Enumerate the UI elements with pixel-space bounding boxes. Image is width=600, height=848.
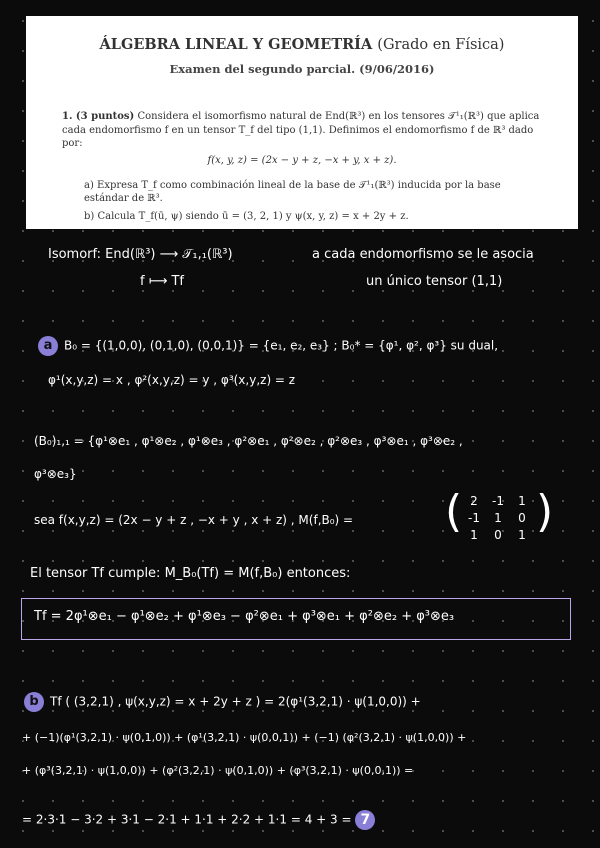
matrix-row [462,510,534,527]
exam-title-degree: (Grado en Física) [377,37,505,53]
part-a-badge: a [38,336,58,356]
note-mapping: f ⟼ Tf [140,274,184,289]
evaluation-line-3: + (φ³(3,2,1) · ψ(1,0,0)) + (φ²(3,2,1) · ψ(0,1,0)) + (φ³(3,2,1) · ψ(0,0,1)) = [22,764,414,777]
part-b-line-1 [24,692,421,712]
question-formula: f(x, y, z) = (2x − y + z, −x + y, x + z). [207,155,397,166]
note-isomorphism-explanation: a cada endomorfismo se le asocia [312,247,534,262]
matrix-left-bracket: ( [445,486,463,537]
dual-basis-definition: φ¹(x,y,z) = x , φ²(x,y,z) = y , φ³(x,y,z) = z [48,373,296,387]
matrix-cell: 0 [494,528,502,542]
matrix-cell: -1 [468,511,480,525]
tensor-basis-line-1: (B₀)₁,₁ = {φ¹⊗e₁ , φ¹⊗e₂ , φ¹⊗e₃ , φ²⊗e₁ , φ²⊗e₂ , φ²⊗e₃ , φ³⊗e₁ , φ³⊗e₂ , [34,434,463,448]
matrix-cell: 1 [494,511,502,525]
evaluation-line-1: Tf ( (3,2,1) , ψ(x,y,z) = x + 2y + z ) = 2(φ¹(3,2,1) · ψ(1,0,0)) + [50,694,421,709]
standard-basis-text: B₀ = {(1,0,0), (0,1,0), (0,0,1)} = {e₁, e₂, e₃} ; B₀* = {φ¹, φ², φ³} su dual, [64,338,499,353]
question-part-b: b) Calcula T_f(ū, ψ) siendo ū = (3, 2, 1) y ψ(x, y, z) = x + 2y + z. [84,211,409,222]
exam-statement [26,16,578,229]
question-text: Considera el isomorfismo natural de End(ℝ³) en los tensores 𝒯¹₁(ℝ³) que aplica cada endomorfismo f en un tensor T_f del tipo (1,1). Definimos el endomorfismo f de ℝ³ dado por: [62,111,540,149]
note-isomorphism: Isomorf: End(ℝ³) ⟶ 𝒯₁,₁(ℝ³) [48,247,233,262]
matrix-cell: 1 [518,494,526,508]
endomorphism-definition: sea f(x,y,z) = (2x − y + z , −x + y , x + z) , M(f,B₀) = [34,513,354,527]
tensor-basis-line-2: φ³⊗e₃} [34,467,77,481]
matrix-cell: 1 [518,528,526,542]
exam-title [26,36,578,53]
note-mapping-explanation: un único tensor (1,1) [366,274,503,289]
matrix-right-bracket: ) [536,486,554,537]
arithmetic-sum: = 2·3·1 − 3·2 + 3·1 − 2·1 + 1·1 + 2·2 + 1·1 = 4 + 3 = [22,812,352,827]
evaluation-line-4 [22,810,375,830]
matrix-cell: -1 [492,494,504,508]
exam-subtitle: Examen del segundo parcial. (9/06/2016) [169,62,435,76]
question-number: 1. (3 puntos) [62,111,135,122]
tensor-result: Tf = 2φ¹⊗e₁ − φ¹⊗e₂ + φ¹⊗e₃ − φ²⊗e₁ + φ³⊗e₁ + φ²⊗e₂ + φ³⊗e₃ [34,609,455,624]
exam-title-main: ÁLGEBRA LINEAL Y GEOMETRÍA [99,36,373,53]
matrix-row [462,527,534,544]
matrix-cell: 0 [518,511,526,525]
matrix-f [462,493,534,544]
evaluation-line-2: + (−1)(φ¹(3,2,1) · ψ(0,1,0)) + (φ¹(3,2,1) · ψ(0,0,1)) + (−1) (φ²(3,2,1) · ψ(1,0,0)) + [22,731,467,744]
final-answer: 7 [355,810,375,830]
matrix-cell: 1 [470,528,478,542]
question-1 [62,110,550,151]
part-b-badge: b [24,692,44,712]
question-part-a: a) Expresa T_f como combinación lineal de la base de 𝒯¹₁(ℝ³) inducida por la base estándar de ℝ³. [84,180,501,204]
part-a-line-1 [38,336,498,356]
matrix-row [462,493,534,510]
result-box [21,598,571,640]
tensor-condition: El tensor Tf cumple: M_B₀(Tf) = M(f,B₀) entonces: [30,566,351,581]
matrix-cell: 2 [470,494,478,508]
